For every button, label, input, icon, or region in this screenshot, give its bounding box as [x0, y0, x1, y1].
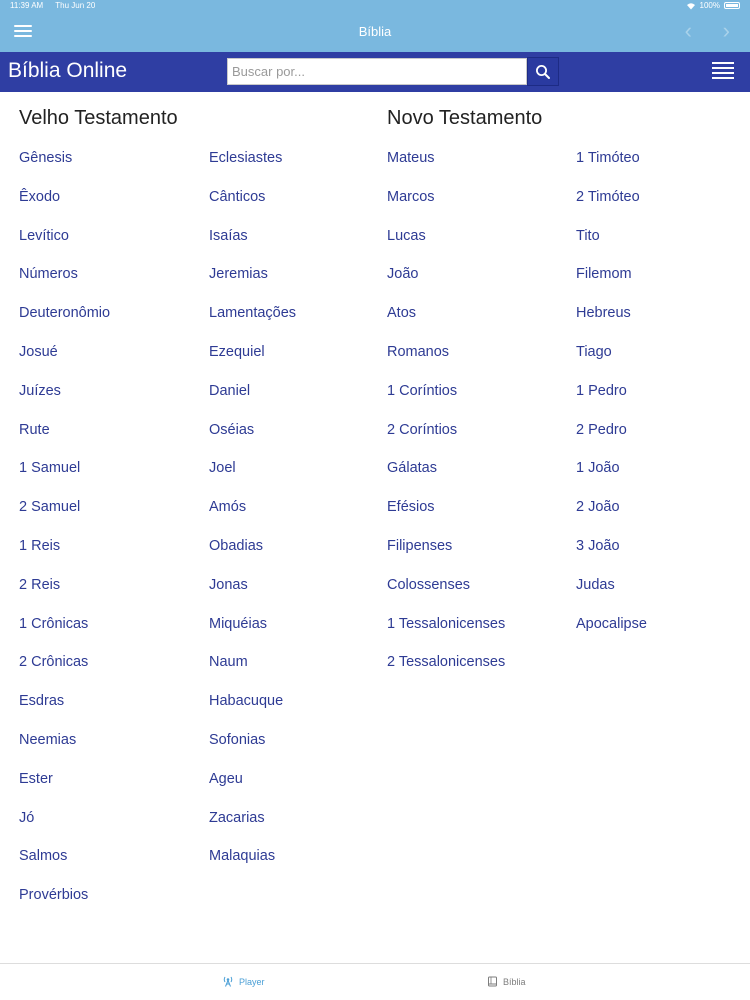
book-link[interactable]: Habacuque — [209, 693, 284, 710]
tab-bar — [0, 963, 750, 1000]
book-link[interactable]: 2 Coríntios — [387, 421, 458, 438]
book-link[interactable]: Jó — [19, 809, 35, 826]
book-link[interactable]: Números — [19, 266, 78, 283]
book-link[interactable]: Eclesiastes — [209, 150, 283, 166]
search-button[interactable] — [527, 57, 559, 86]
book-link[interactable]: 1 Samuel — [19, 460, 81, 477]
book-link[interactable]: 1 Coríntios — [387, 382, 458, 399]
book-link[interactable]: Neemias — [19, 731, 77, 748]
book-link[interactable]: Rute — [19, 421, 50, 438]
book-link[interactable]: Deuteronômio — [19, 305, 111, 322]
battery-percent: 100% — [699, 1, 720, 10]
book-link[interactable]: Obadias — [209, 537, 264, 554]
book-link[interactable]: 2 Pedro — [576, 421, 627, 438]
book-link[interactable]: Salmos — [19, 848, 68, 865]
book-link[interactable]: João — [387, 266, 419, 283]
book-link[interactable]: 2 Samuel — [19, 499, 81, 516]
app-title: Bíblia — [358, 24, 392, 39]
book-link[interactable]: 1 Pedro — [576, 382, 627, 399]
book-link[interactable]: Êxodo — [19, 188, 61, 205]
book-link[interactable]: 2 Reis — [19, 576, 61, 593]
book-link[interactable]: Amós — [209, 499, 247, 516]
book-link[interactable]: Tito — [576, 227, 600, 244]
book-link[interactable]: Filemom — [576, 266, 632, 283]
status-bar — [0, 0, 750, 12]
book-link[interactable]: Efésios — [387, 499, 435, 516]
book-link[interactable]: Zacarias — [209, 809, 265, 826]
book-link[interactable]: Tiago — [576, 343, 612, 360]
book-link[interactable]: Colossenses — [387, 576, 471, 593]
old-testament-column-1 — [19, 139, 110, 915]
site-brand[interactable]: Bíblia Online — [8, 59, 128, 82]
hamburger-menu-icon[interactable] — [712, 62, 734, 80]
book-link[interactable]: Daniel — [209, 382, 251, 399]
book-link[interactable]: Ester — [19, 770, 53, 787]
tab-biblia-label: Bíblia — [503, 976, 526, 987]
book-link[interactable]: 2 Tessalonicenses — [387, 654, 506, 671]
book-link[interactable]: Miquéias — [209, 615, 268, 632]
book-link[interactable]: Juízes — [19, 382, 61, 399]
battery-icon — [724, 2, 740, 9]
book-link[interactable]: Ezequiel — [209, 343, 265, 360]
book-link[interactable]: Jonas — [209, 576, 248, 593]
new-testament-column-1 — [387, 139, 505, 682]
book-link[interactable]: Isaías — [209, 227, 248, 244]
status-time: 11:39 AM — [10, 1, 44, 10]
book-link[interactable]: Sofonias — [209, 731, 266, 748]
tab-player[interactable] — [222, 976, 265, 987]
book-link[interactable]: Cânticos — [209, 188, 266, 205]
new-testament-title: Novo Testamento — [387, 107, 543, 129]
book-link[interactable]: Levítico — [19, 227, 69, 244]
book-link[interactable]: Jeremias — [209, 266, 268, 283]
book-link[interactable]: 2 Crônicas — [19, 654, 89, 671]
tab-biblia[interactable] — [487, 976, 526, 987]
book-link[interactable]: Mateus — [387, 150, 435, 166]
book-link[interactable]: Gênesis — [19, 150, 73, 166]
book-link[interactable]: Filipenses — [387, 537, 453, 554]
book-link[interactable]: 2 Timóteo — [576, 188, 640, 205]
chevron-left-icon[interactable]: ‹ — [684, 18, 692, 43]
book-link[interactable]: 1 Tessalonicenses — [387, 615, 506, 632]
status-date: Thu Jun 20 — [55, 1, 96, 10]
book-link[interactable]: Apocalipse — [576, 615, 647, 632]
book-link[interactable]: Provérbios — [19, 887, 89, 904]
book-link[interactable]: 2 João — [576, 499, 620, 516]
book-link[interactable]: Malaquias — [209, 848, 276, 865]
book-link[interactable]: Josué — [19, 343, 58, 360]
chevron-right-icon[interactable]: › — [722, 18, 730, 43]
book-link[interactable]: 1 Timóteo — [576, 150, 640, 166]
book-link[interactable]: Marcos — [387, 188, 435, 205]
app-bar — [0, 12, 750, 52]
book-icon — [487, 976, 498, 987]
book-link[interactable]: Judas — [576, 576, 615, 593]
book-link[interactable]: Romanos — [387, 343, 450, 360]
new-testament-column-2 — [576, 139, 647, 643]
old-testament-title: Velho Testamento — [19, 107, 178, 129]
book-link[interactable]: Oséias — [209, 421, 255, 438]
book-link[interactable]: Gálatas — [387, 460, 437, 477]
search-icon — [535, 64, 551, 80]
book-link[interactable]: Ageu — [209, 770, 243, 787]
book-link[interactable]: 1 João — [576, 460, 620, 477]
book-link[interactable]: 3 João — [576, 537, 620, 554]
site-header — [0, 52, 750, 92]
old-testament-column-2 — [209, 139, 296, 876]
book-link[interactable]: Lamentações — [209, 305, 297, 322]
book-link[interactable]: Atos — [387, 305, 417, 322]
book-link[interactable]: Lucas — [387, 227, 426, 244]
wifi-icon — [686, 2, 696, 9]
book-link[interactable]: Joel — [209, 460, 236, 477]
antenna-icon — [222, 976, 234, 987]
book-link[interactable]: 1 Crônicas — [19, 615, 89, 632]
search-input[interactable] — [227, 58, 527, 85]
book-link[interactable]: 1 Reis — [19, 537, 61, 554]
tab-player-label: Player — [239, 976, 265, 987]
book-link[interactable]: Esdras — [19, 693, 65, 710]
book-link[interactable]: Naum — [209, 654, 248, 671]
book-link[interactable]: Hebreus — [576, 305, 631, 322]
